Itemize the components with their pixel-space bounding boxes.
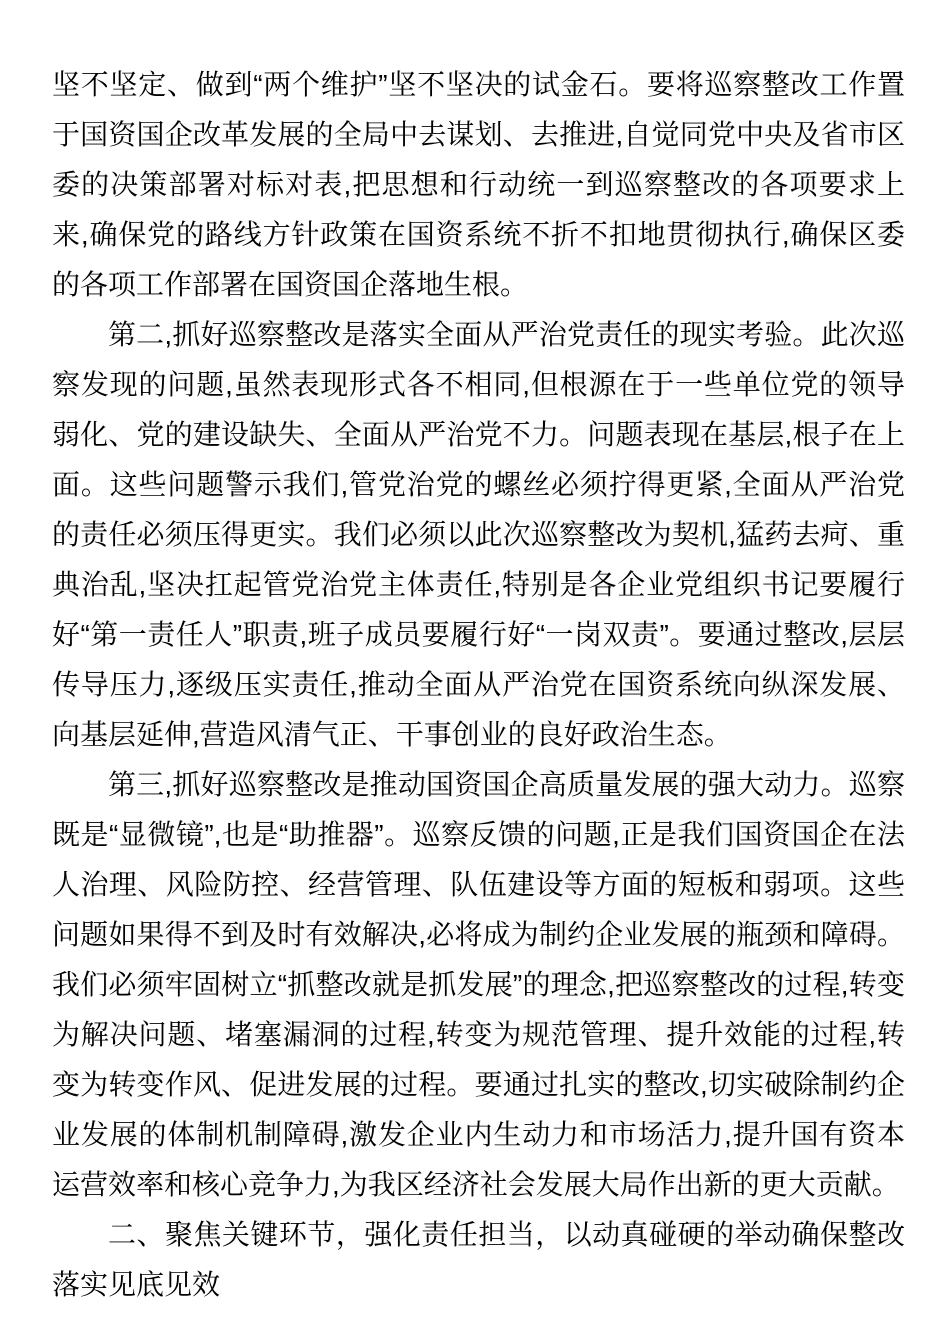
body-paragraph-continuation: 坚不坚定、做到“两个维护”坚不坚决的试金石。要将巡察整改工作置于国资国企改革发展的全局中去谋划、去推进,自觉同党中央及省市区委的决策部署对标对表,把思想和行动统一到巡察整改的各项要求上来,确保党的路线方针政策在国资系统不折不扣地贯彻执行,确保区委的各项工作部署在国资国企落地生根。 [52,69,905,300]
section-heading-part-two: 二、聚焦关键环节，强化责任担当，以动真碰硬的举动确保整改落实见底见效 [52,1219,905,1300]
body-paragraph-second-point: 第二,抓好巡察整改是落实全面从严治党责任的现实考验。此次巡察发现的问题,虽然表现形式各不相同,但根源在于一些单位党的领导弱化、党的建设缺失、全面从严治党不力。问题表现在基层,根子在上面。这些问题警示我们,管党治党的螺丝必须拧得更紧,全面从严治党的责任必须压得更实。我们必须以此次巡察整改为契机,猛药去疴、重典治乱,坚决扛起管党治党主体责任,特别是各企业党组织书记要履行好“第一责任人”职责,班子成员要履行好“一岗双责”。要通过整改,层层传导压力,逐级压实责任,推动全面从严治党在国资系统向纵深发展、向基层延伸,营造风清气正、干事创业的良好政治生态。 [52,319,905,750]
body-paragraph-third-point: 第三,抓好巡察整改是推动国资国企高质量发展的强大动力。巡察既是“显微镜”,也是“助推器”。巡察反馈的问题,正是我们国资国企在法人治理、风险防控、经营管理、队伍建设等方面的短板和弱项。这些问题如果得不到及时有效解决,必将成为制约企业发展的瓶颈和障碍。我们必须牢固树立“抓整改就是抓发展”的理念,把巡察整改的过程,转变为解决问题、堵塞漏洞的过程,转变为规范管理、提升效能的过程,转变为转变作风、促进发展的过程。要通过扎实的整改,切实破除制约企业发展的体制机制障碍,激发企业内生动力和市场活力,提升国有资本运营效率和核心竞争力,为我区经济社会发展大局作出新的更大贡献。 [52,769,905,1200]
